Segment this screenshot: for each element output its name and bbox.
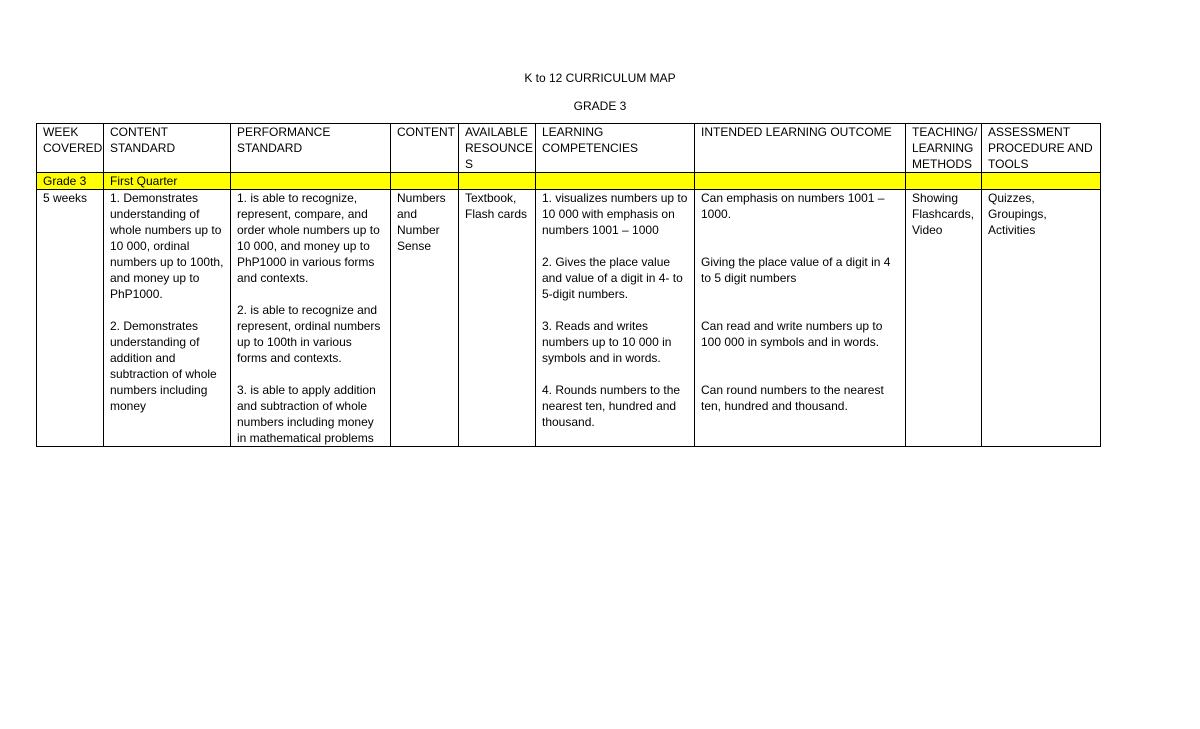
quarter-empty-cell [231,173,391,190]
header-content: CONTENT [391,124,459,173]
week-cell: 5 weeks [37,190,104,447]
header-teaching-methods: TEACHING/ LEARNING METHODS [906,124,982,173]
header-week-covered: WEEK COVERED [37,124,104,173]
document-title: K to 12 CURRICULUM MAP [524,71,676,85]
curriculum-map-table [36,123,1101,447]
quarter-empty-cell [695,173,906,190]
header-learning-competencies: LEARNING COMPETENCIES [536,124,695,173]
quarter-grade-cell: Grade 3 [37,173,104,190]
content-cell: Numbers and Number Sense [391,190,459,447]
quarter-empty-cell [459,173,536,190]
header-row [37,124,1101,173]
resources-cell: Textbook, Flash cards [459,190,536,447]
grade-heading: GRADE 3 [573,99,627,113]
header-content-standard: CONTENT STANDARD [104,124,231,173]
header-assessment: ASSESSMENT PROCEDURE AND TOOLS [982,124,1101,173]
competencies-cell: 1. visualizes numbers up to 10 000 with emphasis on numbers 1001 – 1000 2. Gives the place value and value of a digit in 4- to 5-digit numbers. 3. Reads and writes numbers up to 10 000 in symbols and in words. 4. Rounds numbers to the nearest ten, hundred and thousand. [536,190,695,447]
content-standard-cell: 1. Demonstrates understanding of whole numbers up to 10 000, ordinal numbers up to 100th, and money up to PhP1000. 2. Demonstrates understanding of addition and subtraction of whole numbers including money [104,190,231,447]
assessment-cell: Quizzes, Groupings, Activities [982,190,1101,447]
outcome-cell: Can emphasis on numbers 1001 – 1000. Giving the place value of a digit in 4 to 5 digit numbers Can read and write numbers up to 100 000 in symbols and in words. Can round numbers to the nearest ten, hundred and thousand. [695,190,906,447]
quarter-empty-cell [906,173,982,190]
table-row [37,190,1101,447]
quarter-empty-cell [391,173,459,190]
header-performance-standard: PERFORMANCE STANDARD [231,124,391,173]
quarter-label-cell: First Quarter [104,173,231,190]
methods-cell: Showing Flashcards, Video [906,190,982,447]
quarter-row [37,173,1101,190]
header-available-resources: AVAILABLE RESOUNCE S [459,124,536,173]
quarter-empty-cell [536,173,695,190]
quarter-empty-cell [982,173,1101,190]
header-intended-learning-outcome: INTENDED LEARNING OUTCOME [695,124,906,173]
performance-standard-cell: 1. is able to recognize, represent, compare, and order whole numbers up to 10 000, and money up to PhP1000 in various forms and contexts. 2. is able to recognize and represent, ordinal numbers up to 100th in various forms and contexts. 3. is able to apply addition and subtraction of whole numbers including money in mathematical problems [231,190,391,447]
